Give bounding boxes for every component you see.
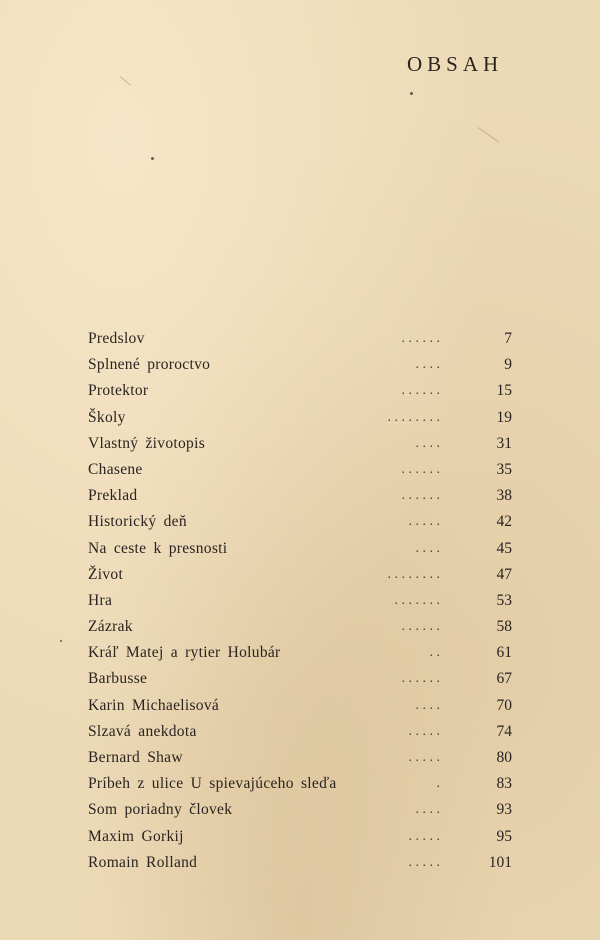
toc-dot-leader: . . . . . . (401, 671, 440, 687)
toc-page-number: 67 (496, 670, 512, 688)
toc-dot-leader: . . . . . . (401, 461, 440, 477)
toc-page-number: 74 (496, 722, 512, 740)
toc-entry-title: Maxim Gorkij (88, 827, 184, 845)
table-of-contents (88, 326, 516, 876)
toc-page-number: 35 (496, 460, 512, 478)
toc-page-number: 19 (496, 408, 512, 426)
toc-dot-leader: . . . . . (408, 854, 440, 870)
toc-dot-leader: . . . . (415, 540, 440, 556)
toc-dot-leader: . . . . . (408, 514, 440, 530)
toc-page-number: 101 (488, 853, 512, 871)
toc-entry (88, 509, 516, 535)
toc-entry (88, 352, 516, 378)
toc-page-number: 53 (496, 591, 512, 609)
toc-dot-leader: . . . . . . (401, 331, 440, 346)
toc-page-number: 7 (504, 330, 512, 347)
toc-entry-title: Vlastný životopis (88, 434, 206, 452)
toc-entry (88, 562, 516, 588)
toc-page-number: 9 (504, 356, 512, 374)
toc-entry-title: Romain Rolland (88, 853, 198, 871)
toc-dot-leader: . . . . (415, 697, 440, 713)
toc-entry-title: Barbusse (88, 670, 148, 688)
toc-dot-leader: . . . . (415, 802, 440, 818)
toc-entry-title: Na ceste k presnosti (88, 539, 228, 557)
toc-entry (88, 588, 516, 614)
toc-page-number: 83 (496, 775, 512, 793)
toc-entry (88, 614, 516, 640)
toc-dot-leader: . . (429, 645, 440, 661)
toc-entry-title: Život (88, 565, 124, 583)
paper-scratch (478, 127, 500, 143)
toc-entry (88, 693, 516, 719)
toc-dot-leader: . . . . . . . . (387, 409, 440, 425)
page-title: OBSAH (407, 52, 504, 76)
toc-entry-title: Som poriadny človek (88, 801, 233, 819)
toc-page-number: 45 (496, 539, 512, 557)
toc-entry-title: Kráľ Matej a rytier Holubár (88, 644, 281, 662)
toc-dot-leader: . . . . (415, 357, 440, 373)
toc-entry (88, 745, 516, 771)
toc-entry-title: Školy (88, 408, 126, 426)
toc-page-number: 95 (496, 827, 512, 845)
toc-dot-leader: . . . . . . (401, 619, 440, 635)
toc-page-number: 47 (496, 565, 512, 583)
toc-entry (88, 483, 516, 509)
toc-entry (88, 850, 516, 876)
toc-page-number: 31 (496, 434, 512, 452)
paper-speck (410, 92, 413, 95)
paper-speck (151, 157, 154, 160)
toc-dot-leader: . . . . . (408, 750, 440, 765)
toc-entry-title: Hra (88, 591, 113, 609)
toc-entry-title: Karin Michaelisová (88, 696, 220, 714)
toc-dot-leader: . . . . . . (401, 488, 440, 504)
toc-page-number: 80 (496, 749, 512, 766)
toc-entry-title: Preklad (88, 487, 138, 505)
paper-speck (60, 640, 62, 642)
toc-entry (88, 771, 516, 797)
toc-page-number: 61 (496, 644, 512, 662)
toc-entry-title: Chasene (88, 460, 143, 478)
toc-dot-leader: . . . . . (408, 828, 440, 844)
toc-entry-title: Historický deň (88, 513, 187, 531)
toc-page-number: 58 (496, 618, 512, 636)
toc-page-number: 38 (496, 487, 512, 505)
toc-dot-leader: . . . . . (408, 723, 440, 739)
toc-entry-title: Bernard Shaw (88, 749, 183, 766)
toc-entry (88, 378, 516, 404)
toc-entry-title: Slzavá anekdota (88, 722, 197, 740)
toc-page-number: 15 (496, 382, 512, 400)
toc-entry (88, 457, 516, 483)
toc-entry (88, 719, 516, 745)
toc-entry (88, 405, 516, 431)
toc-entry (88, 640, 516, 666)
toc-entry (88, 797, 516, 823)
toc-dot-leader: . . . . . . (401, 383, 440, 399)
toc-entry-title: Predslov (88, 330, 145, 347)
toc-dot-leader: . . . . (415, 435, 440, 451)
toc-entry-title: Príbeh z ulice U spievajúceho sleďa (88, 775, 337, 793)
toc-page-number: 93 (496, 801, 512, 819)
paper-scratch (120, 76, 131, 86)
toc-entry (88, 431, 516, 457)
toc-page-number: 42 (496, 513, 512, 531)
toc-entry (88, 536, 516, 562)
toc-entry-title: Splnené proroctvo (88, 356, 211, 374)
toc-entry (88, 666, 516, 692)
toc-entry (88, 824, 516, 850)
toc-dot-leader: . (436, 776, 440, 792)
toc-dot-leader: . . . . . . . (394, 592, 440, 608)
toc-entry-title: Zázrak (88, 618, 133, 636)
toc-dot-leader: . . . . . . . . (387, 566, 440, 582)
toc-page-number: 70 (496, 696, 512, 714)
toc-entry (88, 326, 516, 352)
toc-entry-title: Protektor (88, 382, 149, 400)
